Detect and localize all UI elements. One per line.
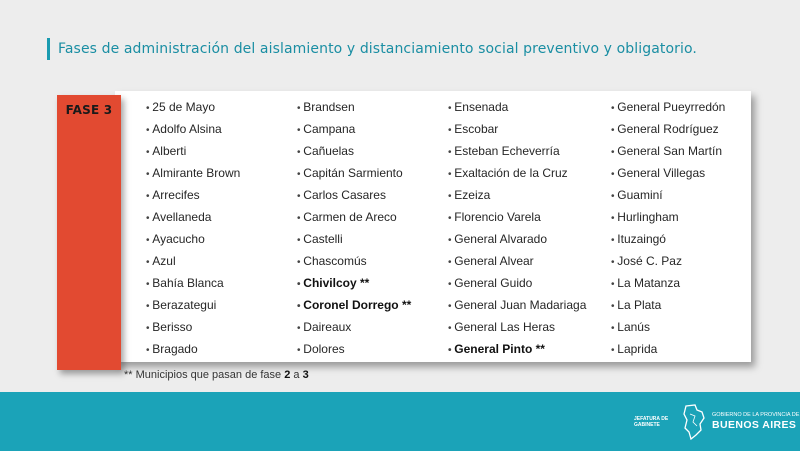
municipality-item: • Azul — [146, 250, 240, 272]
municipality-item: • Carlos Casares — [297, 184, 411, 206]
municipality-item: • General Guido — [448, 272, 586, 294]
municipality-item: • Castelli — [297, 228, 411, 250]
municipality-item: • Brandsen — [297, 96, 411, 118]
title-accent-bar — [47, 38, 50, 60]
municipality-item: • Chascomús — [297, 250, 411, 272]
municipality-item: • General Rodríguez — [611, 118, 725, 140]
municipality-item: • Berazategui — [146, 294, 240, 316]
municipality-item: • La Plata — [611, 294, 725, 316]
municipality-item: • Esteban Echeverría — [448, 140, 586, 162]
footnote-from-phase: 2 — [284, 369, 291, 381]
municipality-item: • Coronel Dorrego ** — [297, 294, 411, 316]
jefatura-logo-text: JEFATURA DE GABINETE — [634, 416, 669, 428]
municipality-column-3 — [448, 96, 586, 360]
municipality-item: • Lanús — [611, 316, 725, 338]
municipality-item: • Exaltación de la Cruz — [448, 162, 586, 184]
municipality-item: • Daireaux — [297, 316, 411, 338]
municipality-item: • José C. Paz — [611, 250, 725, 272]
municipality-item: • General Pinto ** — [448, 338, 586, 360]
municipality-item: • Carmen de Areco — [297, 206, 411, 228]
municipality-item: • Berisso — [146, 316, 240, 338]
page-title: Fases de administración del aislamiento y distanciamiento social preventivo y obligatorio. — [58, 41, 697, 57]
footnote — [124, 369, 309, 381]
municipality-item: • Chivilcoy ** — [297, 272, 411, 294]
municipality-item: • Capitán Sarmiento — [297, 162, 411, 184]
phase-label: FASE 3 — [65, 103, 113, 117]
municipality-item: • General Pueyrredón — [611, 96, 725, 118]
municipality-item: • General Villegas — [611, 162, 725, 184]
municipality-item: • General Alvear — [448, 250, 586, 272]
footnote-prefix: ** Municipios que pasan de fase — [124, 369, 285, 381]
municipality-item: • Almirante Brown — [146, 162, 240, 184]
municipality-column-1 — [146, 96, 240, 360]
municipality-item: • General Las Heras — [448, 316, 586, 338]
municipality-column-2 — [297, 96, 411, 360]
municipality-item: • General Alvarado — [448, 228, 586, 250]
municipality-item: • Florencio Varela — [448, 206, 586, 228]
municipality-item: • Hurlingham — [611, 206, 725, 228]
municipality-item: • Laprida — [611, 338, 725, 360]
footer-bar — [0, 392, 800, 451]
municipality-item: • Ituzaingó — [611, 228, 725, 250]
municipality-item: • Dolores — [297, 338, 411, 360]
government-name: BUENOS AIRES — [712, 419, 797, 431]
municipality-item: • Bragado — [146, 338, 240, 360]
municipality-item: • Ezeiza — [448, 184, 586, 206]
municipality-item: • La Matanza — [611, 272, 725, 294]
government-line: GOBIERNO DE LA PROVINCIA DE — [712, 412, 800, 418]
municipality-item: • Campana — [297, 118, 411, 140]
municipality-item: • General San Martín — [611, 140, 725, 162]
municipality-column-4 — [611, 96, 725, 360]
municipality-item: • Adolfo Alsina — [146, 118, 240, 140]
municipality-item: • Arrecifes — [146, 184, 240, 206]
municipality-item: • Bahía Blanca — [146, 272, 240, 294]
municipality-item: • Ayacucho — [146, 228, 240, 250]
municipality-item: • 25 de Mayo — [146, 96, 240, 118]
province-map-icon — [683, 404, 705, 440]
municipality-item: • Avellaneda — [146, 206, 240, 228]
footnote-to-phase: 3 — [302, 369, 309, 381]
phase-badge — [57, 95, 121, 370]
municipality-item: • Cañuelas — [297, 140, 411, 162]
municipality-item: • Guaminí — [611, 184, 725, 206]
municipality-item: • General Juan Madariaga — [448, 294, 586, 316]
municipality-item: • Alberti — [146, 140, 240, 162]
municipality-item: • Escobar — [448, 118, 586, 140]
municipality-item: • Ensenada — [448, 96, 586, 118]
footnote-middle: a — [290, 369, 303, 381]
